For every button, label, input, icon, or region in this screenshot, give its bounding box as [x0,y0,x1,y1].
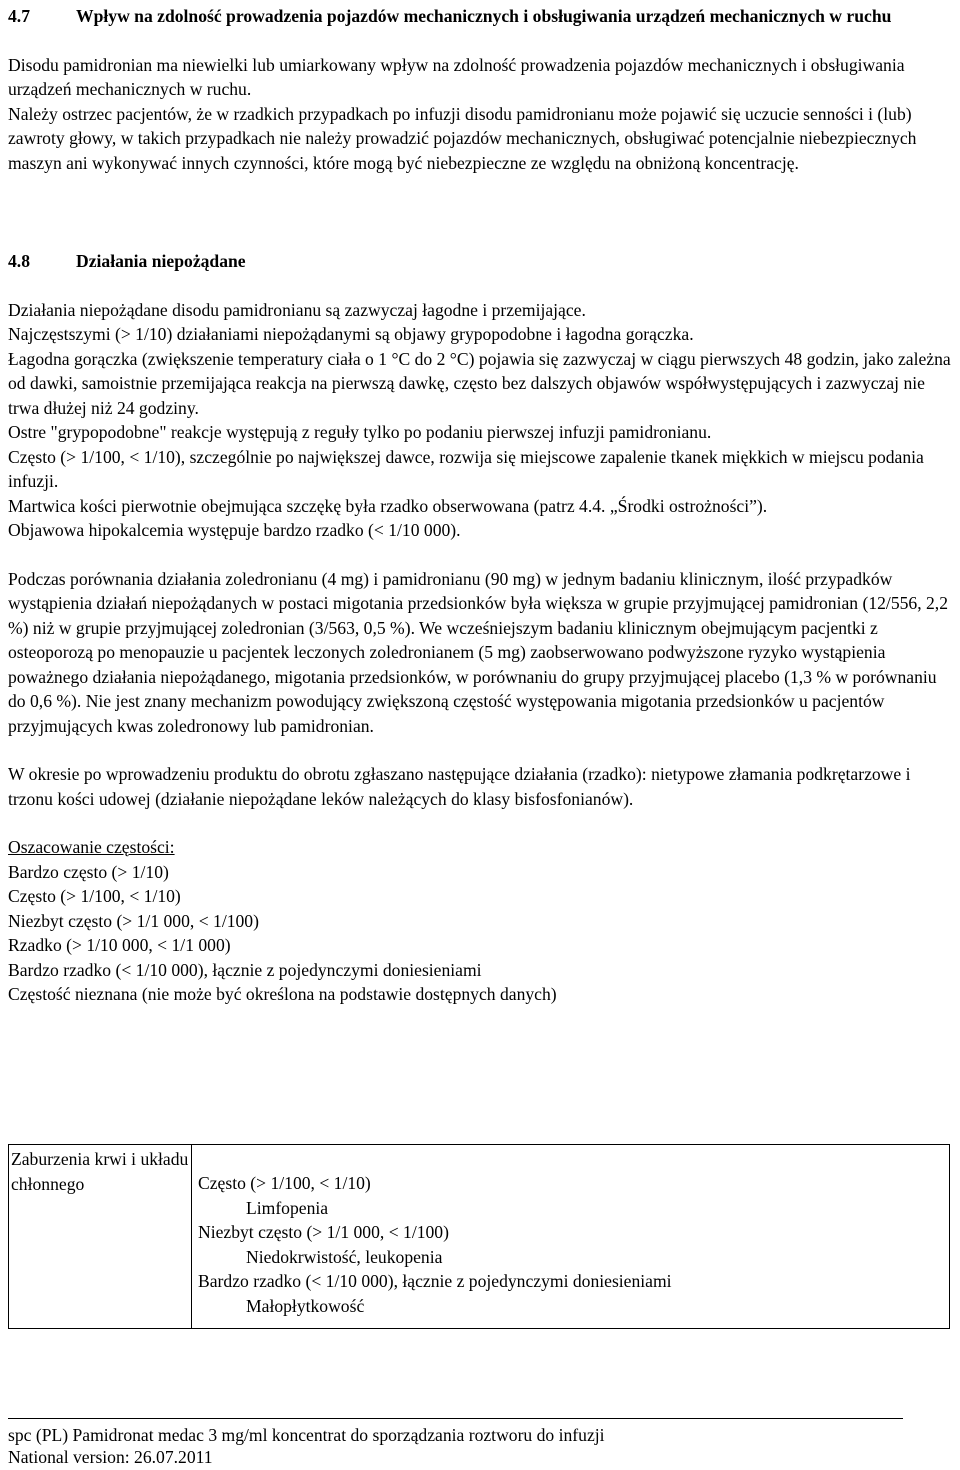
paragraph-line: Ostre "grypopodobne" reakcje występują z reguły tylko po podaniu pierwszej infuzji pamidronianu. [8,422,712,442]
section-number: 4.7 [8,6,30,26]
paragraph: W okresie po wprowadzeniu produktu do obrotu zgłaszano następujące działania (rzadko): nietypowe złamania podkrętarzowe i trzonu kości udowej (działanie niepożądane leków należących do klasy bisfosfonianów). [8,764,911,809]
frequency-item: Często (> 1/100, < 1/10) [8,886,181,906]
table-cell-soc: Zaburzenia krwi i układu chłonnego [9,1145,192,1329]
frequency-title: Oszacowanie częstości: [8,837,175,857]
paragraph-line: Działania niepożądane disodu pamidronianu są zazwyczaj łagodne i przemijające. [8,299,586,320]
adverse-effects-table [8,1144,950,1329]
section-4-8 [8,249,956,1007]
frequency-item: Częstość nieznana (nie może być określona na podstawie dostępnych danych) [8,984,557,1004]
section-title: Wpływ na zdolność prowadzenia pojazdów mechanicznych i obsługiwania urządzeń mechanicznych w ruchu [76,6,892,26]
page-footer [8,1424,605,1468]
frequency-item: Rzadko (> 1/10 000, < 1/1 000) [8,935,231,955]
effect-name: Niedokrwistość, leukopenia [246,1246,443,1267]
paragraph-line: Łagodna gorączka (zwiększenie temperatury ciała o 1 °C do 2 °C) pojawia się zazwyczaj w ciągu pierwszych 48 godzin, jako zależna od dawki, samoistnie przemijająca reakcja na pierwszą dawkę, często bez dalszych objawów współwystępujących i zazwyczaj nie trwa dłużej niż 24 godziny. [8,348,951,418]
section-number: 4.8 [8,251,30,271]
section-heading [8,4,956,29]
frequency-item: Bardzo często (> 1/10) [8,861,169,882]
paragraph-line: Martwica kości pierwotnie obejmująca szczękę była rzadko obserwowana (patrz 4.4. „Środki ostrożności”). [8,495,768,516]
footer-line: National version: 26.07.2011 [8,1447,213,1467]
table-row [9,1145,950,1329]
paragraph: Podczas porównania działania zoledronianu (4 mg) i pamidronianu (90 mg) w jednym badaniu klinicznym, ilość przypadków wystąpienia działań niepożądanych w postaci migotania przedsionków była większa w grupie przyjmującej pamidronian (12/556, 2,2 %) niż w grupie przyjmującej zoledronian (3/563, 0,5 %). We wcześniejszym badaniu klinicznym obejmującym pacjentki z osteoporozą po menopauzie u pacjentek leczonych zoledronianem (5 mg) zaobserwowano podwyższone ryzyko wystąpienia poważnego działania niepożądanego, migotania przedsionków, w porównaniu do grupy przyjmującej placebo (1,3 % w porównaniu do 0,6 %). Nie jest znany mechanizm powodujący zwiększoną częstość występowania migotania przedsionków u pacjentów przyjmujących kwas zoledronowy lub pamidronian. [8,568,949,736]
frequency-item: Niezbyt często (> 1/1 000, < 1/100) [8,910,259,931]
paragraph-line: Często (> 1/100, < 1/10), szczególnie po największej dawce, rozwija się miejscowe zapalenie tkanek miękkich w miejscu podania infuzji. [8,446,924,491]
section-heading [8,249,956,274]
frequency-label: Bardzo rzadko (< 1/10 000), łącznie z pojedynczymi doniesieniami [198,1271,672,1291]
footer-divider [8,1418,903,1419]
section-title: Działania niepożądane [76,251,246,271]
effect-name: Małopłytkowość [246,1295,365,1316]
paragraph: Disodu pamidronian ma niewielki lub umiarkowany wpływ na zdolność prowadzenia pojazdów mechanicznych i obsługiwania urządzeń mechanicznych w ruchu. [8,54,905,99]
frequency-label: Niezbyt często (> 1/1 000, < 1/100) [198,1222,449,1242]
frequency-definitions [8,835,956,1007]
paragraph-line: Najczęstszymi (> 1/10) działaniami niepożądanymi są objawy grypopodobne i łagodna gorączka. [8,324,694,344]
paragraph-line: Objawowa hipokalcemia występuje bardzo rzadko (< 1/10 000). [8,520,461,540]
adverse-effects-summary [8,298,956,543]
frequency-label: Często (> 1/100, < 1/10) [198,1173,371,1193]
table-cell-effects [192,1145,950,1329]
footer-line: spc (PL) Pamidronat medac 3 mg/ml koncentrat do sporządzania roztworu do infuzji [8,1425,605,1445]
paragraph: Należy ostrzec pacjentów, że w rzadkich przypadkach po infuzji disodu pamidronianu może pojawić się uczucie senności i (lub) zawroty głowy, w takich przypadkach nie należy prowadzić pojazdów mechanicznych, obsługiwać potencjalnie niebezpiecznych maszyn ani wykonywać innych czynności, które mogą być niebezpieczne ze względu na obniżoną koncentrację. [8,103,917,173]
effect-name: Limfopenia [246,1197,329,1218]
section-4-7 [8,4,956,175]
frequency-item: Bardzo rzadko (< 1/10 000), łącznie z pojedynczymi doniesieniami [8,959,482,980]
